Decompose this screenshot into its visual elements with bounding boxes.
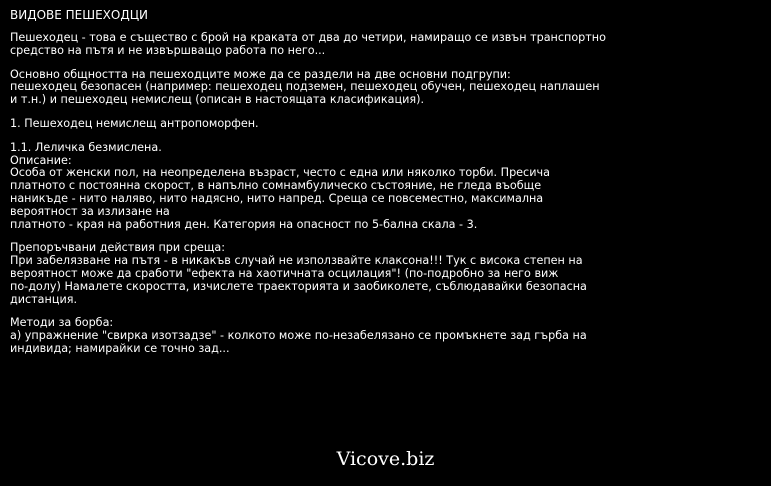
text-line: Пешеходец - това е същество с брой на краката от два до четири, намиращо се извън транспортно	[10, 31, 606, 44]
paragraph-definition	[10, 32, 610, 58]
site-watermark: Vicove.biz	[336, 448, 435, 470]
text-line: вероятност може да сработи "ефекта на хаотичната осцилация"! (по-подробно за него виж	[10, 266, 559, 280]
text-line: платното с постоянна скорост, в напълно сомнамбулическо състояние, не гледа въобще	[10, 179, 542, 193]
text-line: платното - края на работния ден. Категория на опасност по 5-бална скала - 3.	[10, 217, 478, 231]
text-line: и т.н.) и пешеходец немислещ (описан в настоящата класификация).	[10, 93, 425, 107]
paragraph-methods	[10, 317, 610, 355]
text-line: дистанция.	[10, 292, 78, 306]
paragraph-description	[10, 142, 610, 232]
paragraph-recommended-actions	[10, 242, 610, 306]
text-line: 1. Пешеходец немислещ антропоморфен.	[10, 116, 259, 130]
text-line: а) упражнение "свирка изотзадзе" - колкото може по-незабелязано се промъкнете зад гърба на	[10, 329, 587, 343]
paragraph-subgroups	[10, 69, 610, 107]
text-line: наникъде - нито наляво, нито надясно, нито напред. Среща се повсеместно, максимална	[10, 191, 544, 205]
text-line: Основно общността на пешеходците може да се раздели на две основни подгрупи:	[10, 67, 511, 81]
text-line: индивида; намирайки се точно зад...	[10, 341, 230, 355]
text-line: пешеходец безопасен (например: пешеходец подземен, пешеходец обучен, пешеходец наплашен	[10, 80, 600, 94]
article-title: ВИДОВЕ ПЕШЕХОДЦИ	[10, 8, 149, 22]
text-line: При забелязване на пътя - в никакъв случай не използвайте клаксона!!! Тук с висока степен на	[10, 254, 583, 268]
text-line: средство на пътя и не извършващо работа по него...	[10, 43, 326, 57]
text-line: Особа от женски пол, на неопределена възраст, често с една или няколко торби. Пресича	[10, 166, 550, 180]
text-line: Препоръчвани действия при среща:	[10, 241, 226, 255]
text-line: 1.1. Леличка безмислена.	[10, 140, 162, 154]
text-line: Описание:	[10, 153, 72, 167]
text-line: по-долу) Намалете скоростта, изчислете траекторията и заобиколете, съблюдавайки безопасна	[10, 279, 587, 293]
text-line: вероятност за излизане на	[10, 204, 170, 218]
article	[10, 8, 610, 367]
text-line: Методи за борба:	[10, 316, 114, 330]
paragraph-section-heading	[10, 118, 610, 131]
